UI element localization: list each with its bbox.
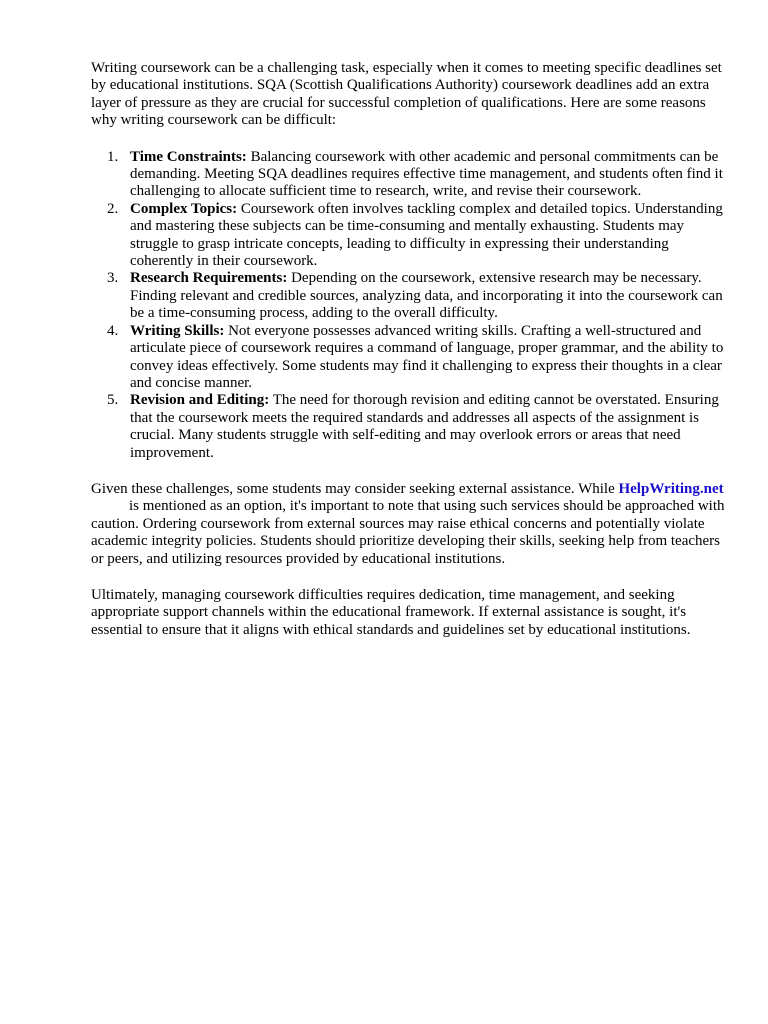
reasons-list [91,149,731,462]
list-item-term: Complex Topics: [130,200,238,217]
list-item-text: Depending on the coursework, extensive research may be necessary. Finding relevant and credible sources, analyzing data, and incorporating it into the coursework can be a time-consuming process, adding to the overall difficulty. [130,270,723,322]
list-item-complex-topics [91,201,731,271]
list-item-number: 2. [107,200,119,217]
list-item-term: Research Requirements: [130,270,288,287]
list-item-time-constraints [91,149,731,201]
document-page [91,60,731,658]
list-item-text: The need for thorough revision and editing cannot be overstated. Ensuring that the coursework meets the required standards and addresses all aspects of the assignment is crucial. Many students struggle with self-editing and may overlook errors or areas that need improvement. [130,392,719,461]
list-item-number: 3. [107,270,119,287]
list-item-text: Coursework often involves tackling complex and detailed topics. Understanding and mastering these subjects can be time-consuming and mentally exhausting. Students may struggle to grasp intricate concepts, leading to difficulty in expressing their understanding coherently in their coursework. [130,200,723,270]
assistance-paragraph [91,481,731,568]
assistance-text-before: Given these challenges, some students may consider seeking external assistance. While [91,480,615,497]
list-item-number: 1. [107,148,119,165]
list-item-term: Time Constraints: [130,148,247,165]
helpwriting-link[interactable]: HelpWriting.net [618,480,724,497]
list-item-research-requirements [91,270,731,322]
list-item-term: Revision and Editing: [130,392,270,409]
intro-paragraph: Writing coursework can be a challenging task, especially when it comes to meeting specific deadlines set by educational institutions. SQA (Scottish Qualifications Authority) coursework deadlines add an extra layer of pressure as they are crucial for successful completion of qualifications. Here are some reasons why writing coursework can be difficult: [91,60,722,129]
list-item-text: Balancing coursework with other academic and personal commitments can be demanding. Meeting SQA deadlines requires effective time management, and students often find it challenging to allocate sufficient time to research, write, and revise their coursework. [130,148,723,200]
list-item-term: Writing Skills: [130,322,225,339]
assistance-text-after: is mentioned as an option, it's important to note that using such services should be approached with caution. Ordering coursework from external sources may raise ethical concerns and potentially violate academic integrity policies. Students should prioritize developing their skills, seeking help from teachers or peers, and utilizing resources provided by educational institutions. [91,498,725,567]
conclusion-paragraph: Ultimately, managing coursework difficulties requires dedication, time management, and seeking appropriate support channels within the educational framework. If external assistance is sought, it's essential to ensure that it aligns with ethical standards and guidelines set by educational institutions. [91,586,691,638]
list-item-revision-editing [91,392,731,462]
list-item-number: 4. [107,322,119,339]
list-item-writing-skills [91,323,731,393]
list-item-number: 5. [107,392,119,409]
list-item-text: Not everyone possesses advanced writing skills. Crafting a well-structured and articulate piece of coursework requires a command of language, proper grammar, and the ability to convey ideas effectively. Some students may find it challenging to express their thoughts in a clear and concise manner. [130,322,724,391]
